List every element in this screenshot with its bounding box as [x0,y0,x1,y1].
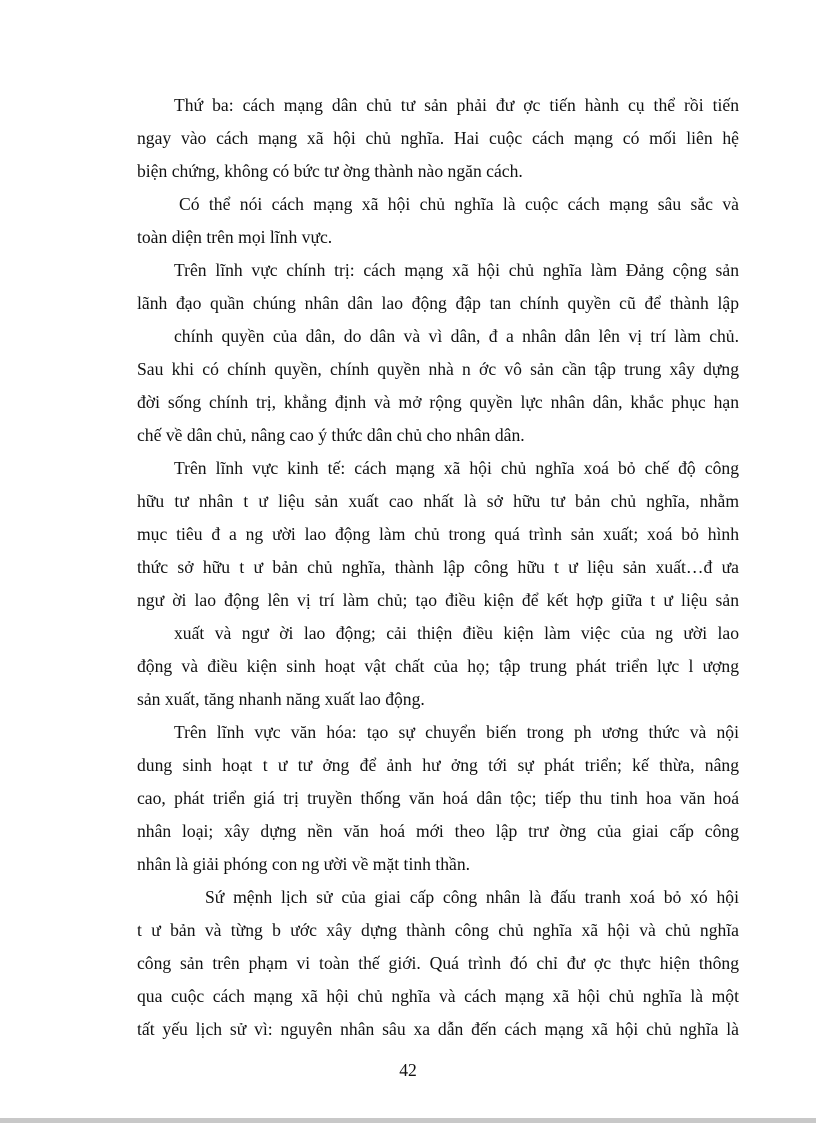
text-line: nhân loại; xây dựng nền văn hoá mới theo lập trư ờng của giai cấp công [137,821,739,841]
text-line: tất yếu lịch sử vì: nguyên nhân sâu xa dẫn đến cách mạng xã hội chủ nghĩa là [137,1019,739,1039]
text-line: t ư bản và từng b ước xây dựng thành công chủ nghĩa xã hội và chủ nghĩa [137,920,739,940]
page-bottom-edge [0,1118,816,1123]
text-line: thức sở hữu t ư bản chủ nghĩa, thành lập công hữu t ư liệu sản xuất…đ ưa [137,557,739,577]
text-line: mục tiêu đ a ng ười lao động làm chủ trong quá trình sản xuất; xoá bỏ hình [137,524,739,544]
text-line: nhân là giải phóng con ng ười về mặt tinh thần. [137,854,471,874]
text-line: xuất và ngư ời lao động; cải thiện điều kiện làm việc của ng ười lao [174,623,739,643]
text-line: biện chứng, không có bức tư ờng thành nào ngăn cách. [137,161,523,181]
text-line: Trên lĩnh vực chính trị: cách mạng xã hội chủ nghĩa làm Đảng cộng sản [174,260,739,280]
text-line: cao, phát triển giá trị truyền thống văn hoá dân tộc; tiếp thu tinh hoa văn hoá [137,788,739,808]
text-line: Sứ mệnh lịch sử của giai cấp công nhân là đấu tranh xoá bỏ xó hội [205,887,739,907]
text-line: dung sinh hoạt t ư tư ởng để ảnh hư ởng tới sự phát triển; kế thừa, nâng [137,755,739,775]
text-line: toàn diện trên mọi lĩnh vực. [137,227,333,247]
text-line: chế về dân chủ, nâng cao ý thức dân chủ cho nhân dân. [137,425,525,445]
text-line: động và điều kiện sinh hoạt vật chất của họ; tập trung phát triển lực l ượng [137,656,739,676]
text-line: Trên lĩnh vực kinh tế: cách mạng xã hội chủ nghĩa xoá bỏ chế độ công [174,458,739,478]
text-line: chính quyền của dân, do dân và vì dân, đ a nhân dân lên vị trí làm chủ. [174,326,739,346]
text-line: đời sống chính trị, khẳng định và mở rộng quyền lực nhân dân, khắc phục hạn [137,392,739,412]
text-line: Sau khi có chính quyền, chính quyền nhà n ớc vô sản cần tập trung xây dựng [137,359,739,379]
text-line: lãnh đạo quần chúng nhân dân lao động đập tan chính quyền cũ để thành lập [137,293,739,313]
text-line: qua cuộc cách mạng xã hội chủ nghĩa và cách mạng xã hội chủ nghĩa là một [137,986,739,1006]
text-line: Có thể nói cách mạng xã hội chủ nghĩa là cuộc cách mạng sâu sắc và [179,194,739,214]
page-number: 42 [399,1060,417,1080]
text-line: sản xuất, tăng nhanh năng xuất lao động. [137,689,425,709]
text-line: công sản trên phạm vi toàn thế giới. Quá trình đó chỉ đư ợc thực hiện thông [137,953,739,973]
text-line: ngư ời lao động lên vị trí làm chủ; tạo điều kiện để kết hợp giữa t ư liệu sản [137,590,739,610]
text-line: Thứ ba: cách mạng dân chủ tư sản phải đư ợc tiến hành cụ thể rồi tiến [174,95,739,115]
text-line: ngay vào cách mạng xã hội chủ nghĩa. Hai cuộc cách mạng có mối liên hệ [137,128,739,148]
text-line: hữu tư nhân t ư liệu sản xuất cao nhất là sở hữu tư bản chủ nghĩa, nhằm [137,491,739,511]
text-line: Trên lĩnh vực văn hóa: tạo sự chuyển biến trong ph ương thức và nội [174,722,739,742]
